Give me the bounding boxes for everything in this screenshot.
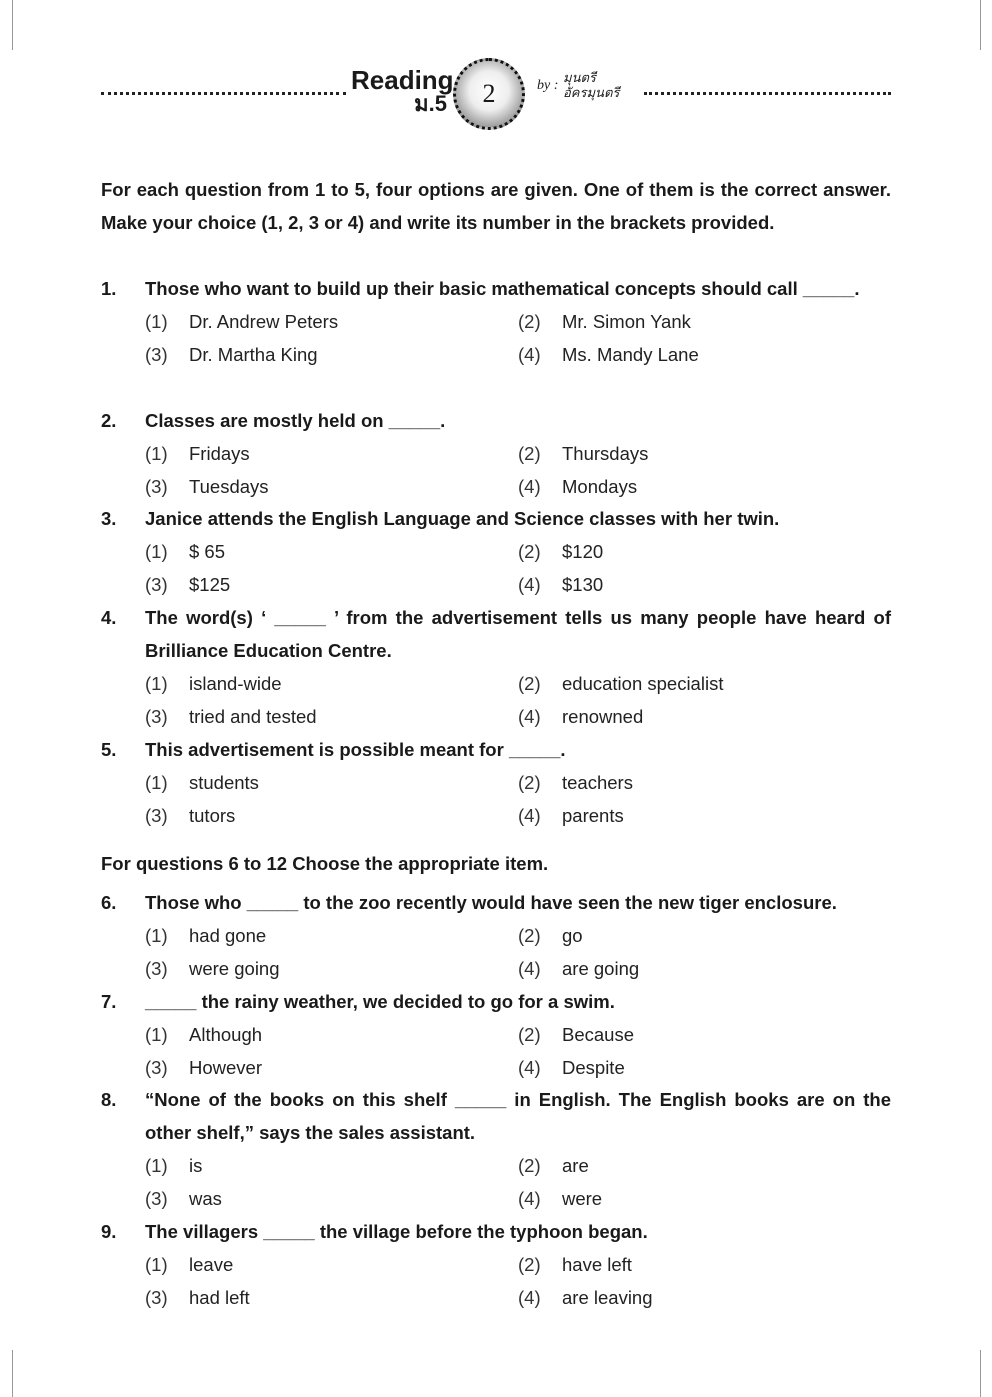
- option-number: (2): [518, 925, 541, 946]
- page-number-badge: 2: [453, 58, 525, 130]
- option-number: (1): [145, 311, 168, 332]
- option-2: [518, 1018, 634, 1051]
- crop-mark: [980, 0, 981, 50]
- option-row: [101, 667, 891, 700]
- option-text: leave: [189, 1254, 234, 1275]
- question-number: 6.: [101, 892, 117, 913]
- option-row: [101, 1182, 891, 1215]
- option-2: [518, 1248, 632, 1281]
- subject-label: Reading: [351, 65, 454, 95]
- question-3: [101, 502, 891, 601]
- option-row: [101, 1248, 891, 1281]
- option-4: [518, 1051, 625, 1084]
- option-text: Although: [189, 1024, 263, 1045]
- option-row: [101, 700, 891, 733]
- page-header: [101, 60, 891, 140]
- question-9: [101, 1215, 891, 1314]
- option-row: [101, 470, 891, 503]
- by-label: by :: [537, 78, 559, 93]
- option-text: renowned: [562, 706, 644, 727]
- question-text: [101, 886, 891, 919]
- option-row: [101, 766, 891, 799]
- option-number: (1): [145, 772, 168, 793]
- option-row: [101, 952, 891, 985]
- option-number: (2): [518, 673, 541, 694]
- option-number: (4): [518, 706, 541, 727]
- question-text: [101, 1215, 891, 1248]
- option-4: [518, 568, 604, 601]
- option-text: are leaving: [562, 1287, 653, 1308]
- option-1: [145, 766, 259, 799]
- option-text: tried and tested: [189, 706, 317, 727]
- option-text: had left: [189, 1287, 250, 1308]
- option-text: parents: [562, 805, 624, 826]
- option-text: Fridays: [189, 443, 250, 464]
- option-1: [145, 667, 282, 700]
- option-text: island-wide: [189, 673, 282, 694]
- option-number: (2): [518, 1024, 541, 1045]
- option-number: (3): [145, 1287, 168, 1308]
- option-3: [145, 799, 236, 832]
- option-number: (1): [145, 443, 168, 464]
- option-text: teachers: [562, 772, 633, 793]
- option-3: [145, 568, 231, 601]
- question-text: [101, 404, 891, 437]
- crop-mark: [980, 1350, 981, 1397]
- option-4: [518, 470, 638, 503]
- question-stem: Those who want to build up their basic mathematical concepts should call _____.: [145, 278, 860, 299]
- option-3: [145, 338, 318, 371]
- question-text: [101, 601, 891, 667]
- dotted-rule-left: [101, 92, 346, 95]
- question-stem: Those who _____ to the zoo recently would have seen the new tiger enclosure.: [145, 892, 837, 913]
- option-text: is: [189, 1155, 203, 1176]
- option-number: (2): [518, 772, 541, 793]
- option-4: [518, 799, 624, 832]
- option-row: [101, 799, 891, 832]
- option-text: Thursdays: [562, 443, 649, 464]
- question-number: 3.: [101, 508, 117, 529]
- option-text: education specialist: [562, 673, 724, 694]
- option-3: [145, 952, 280, 985]
- option-number: (1): [145, 1254, 168, 1275]
- option-number: (4): [518, 805, 541, 826]
- option-number: (3): [145, 476, 168, 497]
- option-3: [145, 1051, 262, 1084]
- author-name: [563, 70, 619, 100]
- option-number: (4): [518, 1057, 541, 1078]
- option-number: (3): [145, 1057, 168, 1078]
- option-number: (2): [518, 311, 541, 332]
- option-3: [145, 1281, 250, 1314]
- question-number: 4.: [101, 607, 117, 628]
- option-row: [101, 305, 891, 338]
- option-number: (1): [145, 673, 168, 694]
- option-number: (4): [518, 476, 541, 497]
- option-2: [518, 919, 583, 952]
- level-label: ม.5: [414, 91, 447, 116]
- option-2: [518, 305, 691, 338]
- option-1: [145, 305, 339, 338]
- option-text: Mondays: [562, 476, 638, 497]
- option-text: $130: [562, 574, 604, 595]
- option-row: [101, 1281, 891, 1314]
- question-6: [101, 886, 891, 985]
- option-1: [145, 437, 250, 470]
- option-2: [518, 1149, 589, 1182]
- option-1: [145, 1149, 203, 1182]
- question-stem: _____ the rainy weather, we decided to go for a swim.: [145, 991, 615, 1012]
- question-number: 1.: [101, 278, 117, 299]
- option-text: go: [562, 925, 583, 946]
- option-text: are going: [562, 958, 640, 979]
- option-number: (4): [518, 574, 541, 595]
- question-number: 9.: [101, 1221, 117, 1242]
- option-number: (1): [145, 1155, 168, 1176]
- option-text: Dr. Martha King: [189, 344, 318, 365]
- option-number: (2): [518, 1254, 541, 1275]
- option-text: $ 65: [189, 541, 226, 562]
- question-text: [101, 985, 891, 1018]
- crop-mark: [12, 0, 13, 50]
- author-line-2: อัครมุนตรี: [563, 85, 620, 100]
- header-title: [351, 65, 454, 116]
- option-number: (1): [145, 1024, 168, 1045]
- question-5: [101, 733, 891, 832]
- option-text: Dr. Andrew Peters: [189, 311, 339, 332]
- option-text: have left: [562, 1254, 632, 1275]
- option-number: (2): [518, 1155, 541, 1176]
- option-text: was: [189, 1188, 222, 1209]
- option-4: [518, 700, 644, 733]
- option-4: [518, 952, 640, 985]
- question-text: [101, 1083, 891, 1149]
- question-stem: The villagers _____ the village before the typhoon began.: [145, 1221, 648, 1242]
- instructions-part-1: For each question from 1 to 5, four options are given. One of them is the correct answer. Make your choice (1, 2, 3 or 4) and write its number in the brackets provided.: [101, 179, 891, 233]
- question-number: 5.: [101, 739, 117, 760]
- option-number: (2): [518, 541, 541, 562]
- option-1: [145, 535, 226, 568]
- question-stem: This advertisement is possible meant for _____.: [145, 739, 566, 760]
- option-row: [101, 919, 891, 952]
- question-stem: Classes are mostly held on _____.: [145, 410, 446, 431]
- author-line-1: มุนตรี: [563, 70, 596, 85]
- option-number: (4): [518, 1287, 541, 1308]
- crop-mark: [12, 1350, 13, 1397]
- option-number: (3): [145, 574, 168, 595]
- option-number: (3): [145, 1188, 168, 1209]
- dotted-rule-right: [644, 92, 891, 95]
- question-1: [101, 272, 891, 371]
- option-text: are: [562, 1155, 589, 1176]
- option-text: were: [562, 1188, 603, 1209]
- question-stem: Janice attends the English Language and Science classes with her twin.: [145, 508, 780, 529]
- option-2: [518, 667, 724, 700]
- option-number: (4): [518, 1188, 541, 1209]
- option-text: students: [189, 772, 259, 793]
- option-row: [101, 1149, 891, 1182]
- question-2: [101, 404, 891, 503]
- option-1: [145, 1248, 234, 1281]
- option-2: [518, 535, 604, 568]
- option-2: [518, 766, 633, 799]
- option-4: [518, 1182, 603, 1215]
- option-text: However: [189, 1057, 262, 1078]
- option-row: [101, 568, 891, 601]
- option-text: Tuesdays: [189, 476, 269, 497]
- question-number: 8.: [101, 1089, 117, 1110]
- question-7: [101, 985, 891, 1084]
- option-number: (3): [145, 344, 168, 365]
- option-text: Despite: [562, 1057, 625, 1078]
- question-number: 2.: [101, 410, 117, 431]
- option-row: [101, 437, 891, 470]
- option-number: (4): [518, 958, 541, 979]
- question-text: [101, 733, 891, 766]
- option-number: (3): [145, 958, 168, 979]
- option-2: [518, 437, 649, 470]
- option-4: [518, 1281, 653, 1314]
- option-3: [145, 470, 269, 503]
- option-3: [145, 1182, 222, 1215]
- option-row: [101, 1051, 891, 1084]
- question-8: [101, 1083, 891, 1215]
- option-number: (4): [518, 344, 541, 365]
- option-row: [101, 535, 891, 568]
- question-text: [101, 502, 891, 535]
- option-row: [101, 338, 891, 371]
- option-text: $120: [562, 541, 604, 562]
- instructions-part-2: For questions 6 to 12 Choose the appropriate item.: [101, 853, 549, 874]
- option-4: [518, 338, 699, 371]
- option-text: Ms. Mandy Lane: [562, 344, 699, 365]
- option-text: Because: [562, 1024, 634, 1045]
- option-1: [145, 919, 267, 952]
- question-text: [101, 272, 891, 305]
- option-number: (3): [145, 805, 168, 826]
- question-number: 7.: [101, 991, 117, 1012]
- option-number: (3): [145, 706, 168, 727]
- option-text: tutors: [189, 805, 236, 826]
- option-number: (2): [518, 443, 541, 464]
- option-text: had gone: [189, 925, 267, 946]
- question-4: [101, 601, 891, 733]
- question-stem: The word(s) ‘ _____ ’ from the advertisement tells us many people have heard of Brilliance Education Centre.: [145, 607, 891, 661]
- option-text: were going: [189, 958, 280, 979]
- option-number: (1): [145, 925, 168, 946]
- option-text: $125: [189, 574, 231, 595]
- option-number: (1): [145, 541, 168, 562]
- option-1: [145, 1018, 263, 1051]
- option-text: Mr. Simon Yank: [562, 311, 691, 332]
- option-3: [145, 700, 317, 733]
- option-row: [101, 1018, 891, 1051]
- question-stem: “None of the books on this shelf _____ in English. The English books are on the other shelf,” says the sales assistant.: [145, 1089, 891, 1143]
